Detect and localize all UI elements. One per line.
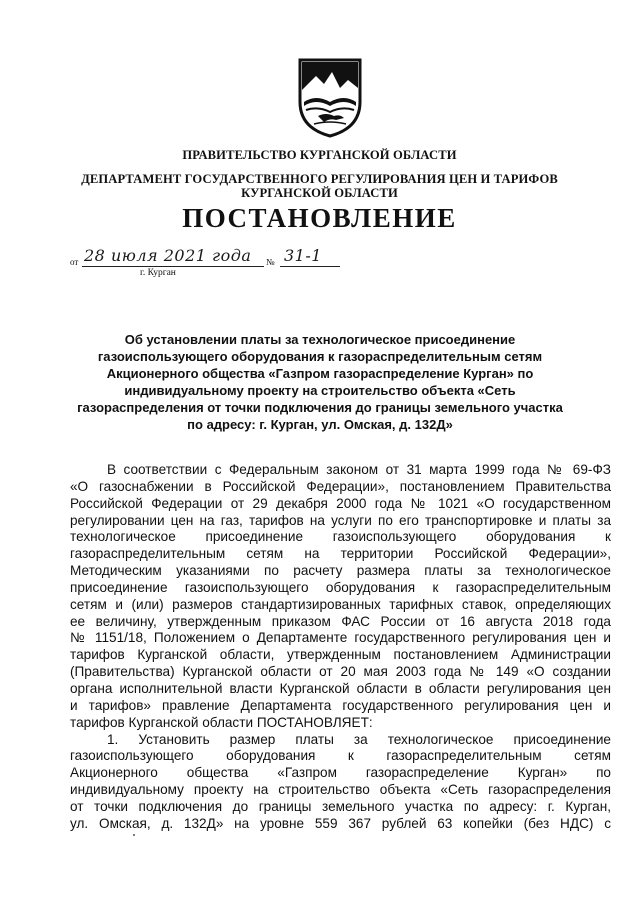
city-name: г. Курган	[140, 268, 176, 278]
heading-line: индивидуальному проекту на строительство объекта «Сеть	[124, 383, 516, 398]
scan-speck	[133, 834, 135, 836]
resolution-body	[70, 462, 611, 833]
heading-line: Акционерного общества «Газпром газораспределение Курган» по	[106, 366, 534, 381]
number-prefix: №	[266, 257, 275, 267]
body-line: Акционерного общества «Газпром газораспределение Курган» по	[70, 765, 611, 781]
government-name: ПРАВИТЕЛЬСТВО КУРГАНСКОЙ ОБЛАСТИ	[182, 148, 457, 162]
body-line: № 1151/18, Положением о Департаменте государственного регулирования цен и	[70, 630, 611, 646]
body-line: (Правительства) Курганской области от 20 мая 2003 года № 149 «О создании	[70, 664, 611, 680]
heading-line: Об установлении платы за технологическое присоединение	[124, 332, 516, 347]
body-line: тарифов Курганской области ПОСТАНОВЛЯЕТ:	[70, 714, 373, 730]
body-line: газораспределительным сетям на территории Российской Федерации»,	[70, 546, 611, 562]
document-type-title: ПОСТАНОВЛЕНИЕ	[182, 203, 457, 233]
heading-line: по адресу: г. Курган, ул. Омская, д. 132Д»	[187, 417, 453, 432]
body-line: ее величину, утвержденным приказом ФАС России от 16 августа 2018 года	[70, 613, 611, 629]
coat-of-arms-icon	[296, 58, 364, 138]
body-line: сетям и (или) размеров стандартизированных тарифных ставок, определяющих	[70, 596, 611, 612]
heading-line: газоиспользующего оборудования к газораспределительным сетям	[97, 349, 543, 364]
date-prefix: от	[70, 257, 79, 267]
body-line: В соответствии с Федеральным законом от 31 марта 1999 года № 69-ФЗ	[107, 462, 611, 477]
body-line: индивидуальному проекту на строительство объекта «Сеть газораспределения	[70, 782, 611, 798]
body-line: присоединение газоиспользующего оборудования к газораспределительным	[70, 579, 611, 595]
body-line: технологическое присоединение газоиспользующего оборудования к	[70, 529, 611, 545]
body-line: и тарифов» правление Департамента государственного регулирования цен и	[70, 697, 611, 713]
body-line: регулировании цен на газ, тарифов на услуги по его транспортировке и платы за	[70, 512, 611, 528]
handwritten-date: 28 июля 2021 года	[84, 246, 252, 265]
body-line: ул. Омская, д. 132Д» на уровне 559 367 рублей 63 копейки (без НДС) с	[70, 815, 611, 831]
department-line-1: ДЕПАРТАМЕНТ ГОСУДАРСТВЕННОГО РЕГУЛИРОВАНИЯ ЦЕН И ТАРИФОВ	[81, 172, 558, 186]
body-line: Методическим указаниями по расчету размера платы за технологическое	[70, 563, 611, 579]
body-line: Российской Федерации от 29 декабря 2000 года № 1021 «О государственном	[70, 495, 611, 511]
department-line-2: КУРГАНСКОЙ ОБЛАСТИ	[241, 186, 398, 200]
number-underline	[280, 266, 340, 267]
body-line: 1. Установить размер платы за технологическое присоединение	[107, 731, 611, 747]
heading-line: газораспределения от точки подключения до границы земельного участка	[77, 400, 563, 415]
body-line: газоиспользующего оборудования к газораспределительным сетям	[70, 748, 611, 764]
resolution-subject-heading	[60, 331, 580, 433]
date-underline	[82, 266, 264, 267]
body-line: от точки подключения до границы земельного участка по адресу: г. Курган,	[70, 798, 611, 814]
body-line: «О газоснабжении в Российской Федерации», постановлением Правительства	[70, 478, 611, 494]
body-line: органа исполнительной власти Курганской области в области регулирования цен	[70, 680, 611, 696]
date-number-row	[0, 246, 639, 280]
handwritten-number: 31-1	[284, 246, 322, 265]
body-line: тарифов Курганской области, утвержденным постановлением Администрации	[70, 647, 611, 663]
department-name	[0, 172, 639, 200]
